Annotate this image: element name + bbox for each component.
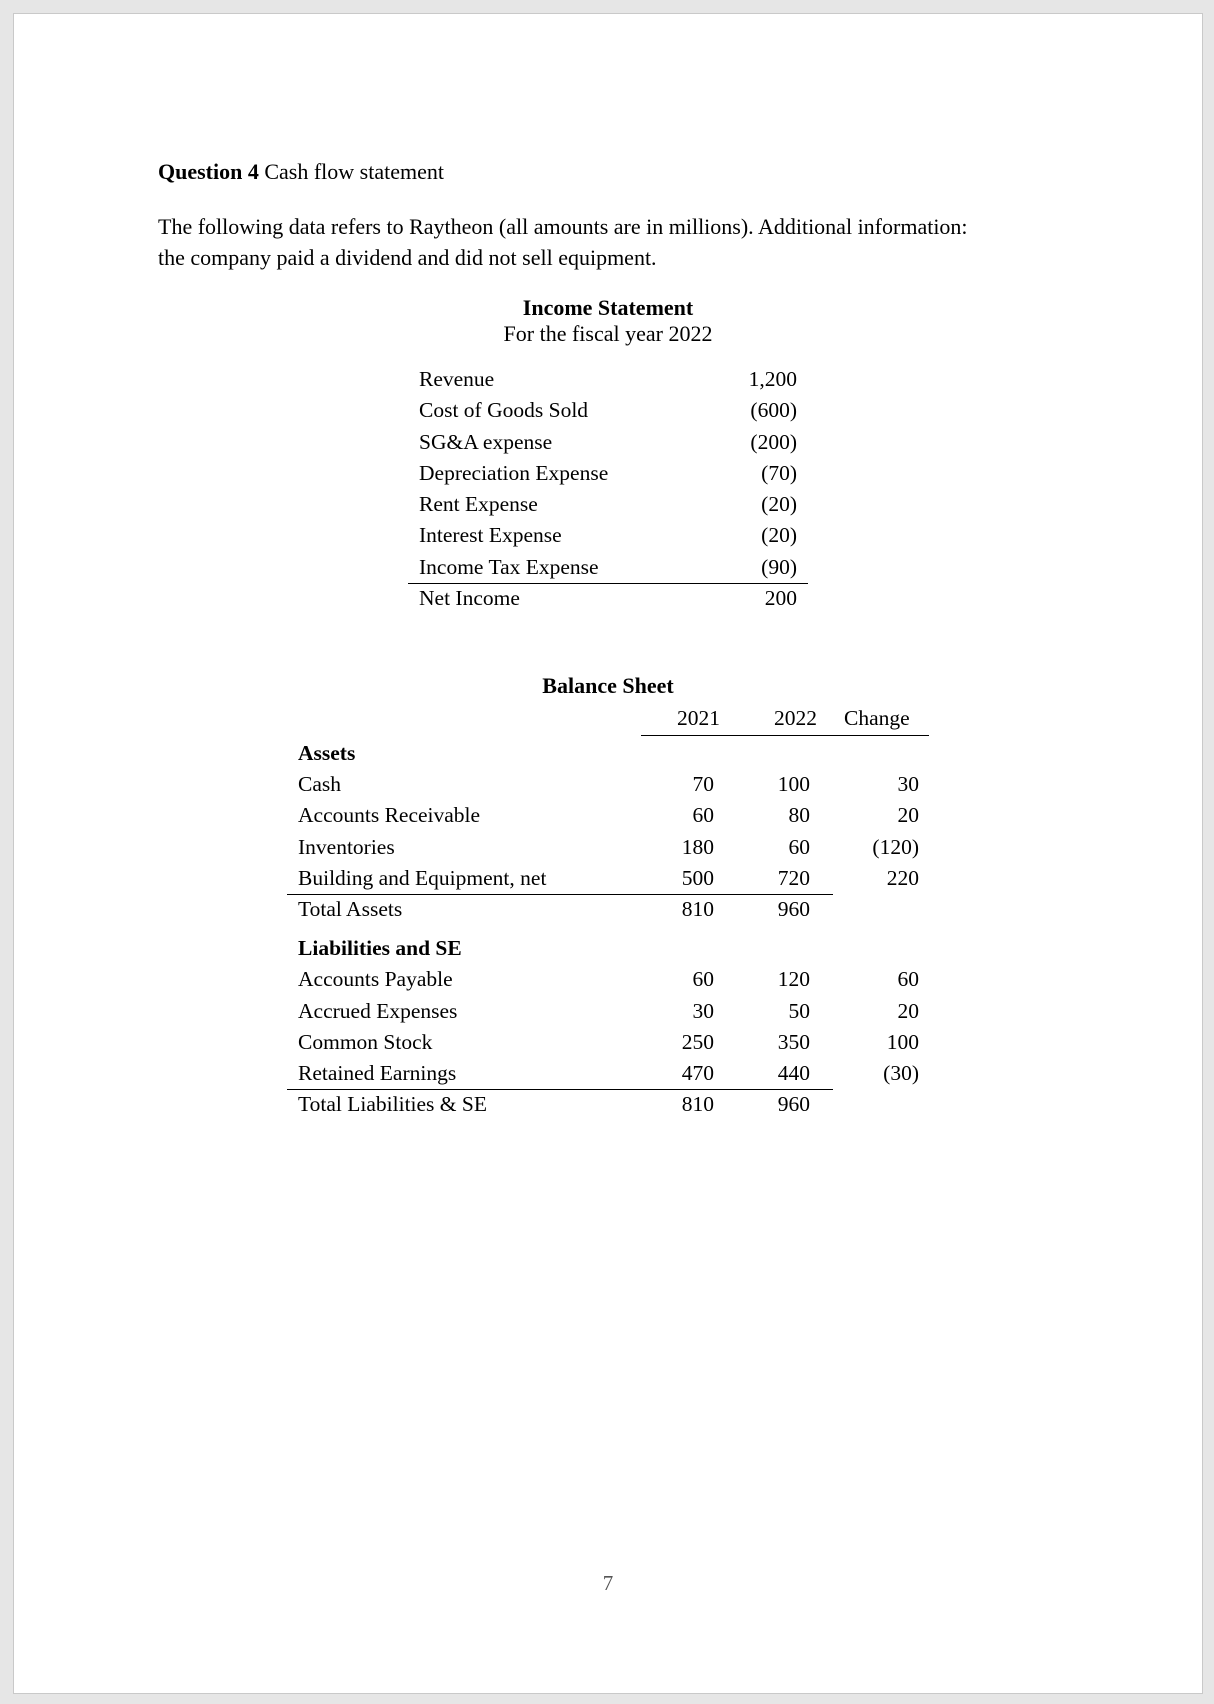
value-change: 220 bbox=[886, 865, 919, 890]
value-change: (30) bbox=[883, 1060, 919, 1085]
value-change: 20 bbox=[897, 803, 919, 828]
income-statement-title: Income Statement bbox=[522, 295, 694, 320]
table-row bbox=[287, 1058, 929, 1089]
value-2021: 180 bbox=[681, 834, 714, 859]
value-2022: 120 bbox=[777, 967, 810, 992]
balance-sheet-table bbox=[287, 738, 929, 1120]
row-label: Building and Equipment, net bbox=[298, 865, 547, 890]
value-2021: 60 bbox=[692, 803, 714, 828]
value-2022: 50 bbox=[788, 998, 810, 1023]
net-income-row bbox=[408, 583, 808, 614]
table-row bbox=[287, 863, 929, 894]
value-2022: 960 bbox=[777, 896, 810, 921]
row-label: Total Liabilities & SE bbox=[298, 1092, 487, 1117]
income-row-value: (70) bbox=[761, 460, 797, 485]
value-2022: 350 bbox=[777, 1029, 810, 1054]
table-row bbox=[287, 964, 929, 995]
row-label: Retained Earnings bbox=[298, 1060, 457, 1085]
income-row-value: (200) bbox=[750, 429, 797, 454]
value-change: 100 bbox=[886, 1029, 919, 1054]
table-row bbox=[287, 769, 929, 800]
income-row bbox=[408, 427, 808, 458]
value-2021: 250 bbox=[681, 1029, 714, 1054]
income-statement-subtitle: For the fiscal year 2022 bbox=[503, 321, 713, 346]
income-row-label: Net Income bbox=[419, 586, 520, 611]
column-header-2021: 2021 bbox=[677, 706, 720, 730]
column-header-change: Change bbox=[844, 706, 910, 730]
income-row-label: Cost of Goods Sold bbox=[419, 398, 589, 423]
income-row-label: Interest Expense bbox=[419, 523, 562, 548]
income-row-value: (20) bbox=[761, 523, 797, 548]
question-title: Cash flow statement bbox=[264, 159, 444, 184]
value-change: 20 bbox=[897, 998, 919, 1023]
row-label: Accrued Expenses bbox=[298, 998, 458, 1023]
balance-sheet-column-header bbox=[641, 706, 929, 736]
value-2021: 810 bbox=[681, 1092, 714, 1117]
section-heading-label: Liabilities and SE bbox=[298, 936, 462, 961]
value-2021: 470 bbox=[681, 1060, 714, 1085]
income-row-value: 200 bbox=[764, 586, 797, 611]
value-2021: 810 bbox=[681, 896, 714, 921]
value-change: (120) bbox=[872, 834, 919, 859]
value-2022: 960 bbox=[777, 1092, 810, 1117]
value-2022: 60 bbox=[788, 834, 810, 859]
column-header-2022: 2022 bbox=[774, 706, 817, 730]
section-heading-assets bbox=[287, 738, 929, 769]
value-2021: 70 bbox=[692, 772, 714, 797]
row-label: Total Assets bbox=[298, 896, 403, 921]
value-2022: 440 bbox=[777, 1060, 810, 1085]
value-2022: 100 bbox=[777, 772, 810, 797]
income-row-label: Income Tax Expense bbox=[419, 554, 599, 579]
value-2021: 60 bbox=[692, 967, 714, 992]
section-heading-liabilities bbox=[287, 933, 929, 964]
income-row-value: (90) bbox=[761, 554, 797, 579]
section-spacer bbox=[287, 925, 929, 933]
balance-sheet-title: Balance Sheet bbox=[542, 673, 674, 698]
row-label: Common Stock bbox=[298, 1029, 433, 1054]
total-assets-row bbox=[287, 894, 929, 925]
income-row-label: Depreciation Expense bbox=[419, 460, 609, 485]
income-row-label: Revenue bbox=[419, 367, 495, 391]
section-heading-label: Assets bbox=[298, 741, 356, 765]
income-row-value: 1,200 bbox=[748, 367, 797, 391]
income-statement-table bbox=[408, 364, 808, 614]
question-heading bbox=[158, 159, 444, 185]
value-2022: 720 bbox=[777, 865, 810, 890]
intro-line: the company paid a dividend and did not sell equipment. bbox=[158, 245, 657, 270]
income-row bbox=[408, 458, 808, 489]
question-number: Question 4 bbox=[158, 159, 259, 184]
income-row bbox=[408, 520, 808, 551]
table-row bbox=[287, 996, 929, 1027]
value-change: 60 bbox=[897, 967, 919, 992]
intro-line: The following data refers to Raytheon (all amounts are in millions). Additional information: bbox=[158, 214, 968, 239]
page-number: 7 bbox=[602, 1571, 614, 1595]
row-label: Inventories bbox=[298, 834, 395, 859]
income-row-label: SG&A expense bbox=[419, 429, 553, 454]
value-2021: 500 bbox=[681, 865, 714, 890]
value-change: 30 bbox=[897, 772, 919, 797]
value-2022: 80 bbox=[788, 803, 810, 828]
income-row bbox=[408, 395, 808, 426]
row-label: Cash bbox=[298, 772, 341, 797]
income-row-value: (600) bbox=[750, 398, 797, 423]
intro-paragraph bbox=[158, 211, 1058, 273]
total-liabilities-row bbox=[287, 1089, 929, 1120]
income-row bbox=[408, 364, 808, 395]
income-row bbox=[408, 552, 808, 583]
income-row-value: (20) bbox=[761, 492, 797, 517]
table-row bbox=[287, 832, 929, 863]
value-2021: 30 bbox=[692, 998, 714, 1023]
table-row bbox=[287, 1027, 929, 1058]
row-label: Accounts Payable bbox=[298, 967, 453, 992]
income-row bbox=[408, 489, 808, 520]
row-label: Accounts Receivable bbox=[298, 803, 481, 828]
income-row-label: Rent Expense bbox=[419, 492, 538, 517]
table-row bbox=[287, 800, 929, 831]
